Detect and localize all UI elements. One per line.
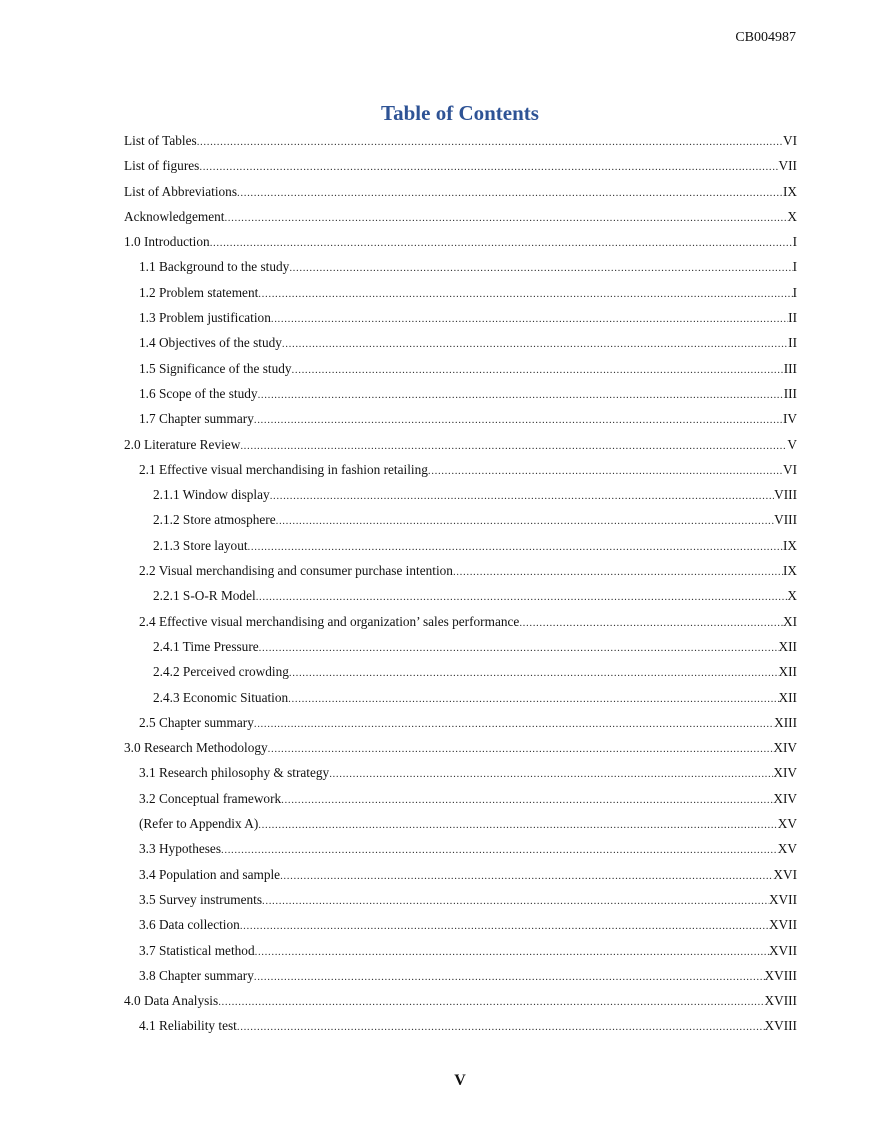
toc-entry-title: 2.5 Chapter summary bbox=[139, 714, 254, 730]
toc-entry[interactable] bbox=[124, 432, 797, 457]
toc-entry-page: IV bbox=[782, 411, 797, 427]
toc-entry[interactable] bbox=[124, 786, 797, 811]
toc-entry[interactable] bbox=[124, 558, 797, 583]
toc-entry-page: VIII bbox=[774, 487, 797, 503]
toc-entry-title: 2.2 Visual merchandising and consumer purchase intention bbox=[139, 563, 453, 579]
toc-entry[interactable] bbox=[124, 938, 797, 963]
toc-entry-page: XII bbox=[778, 638, 797, 654]
toc-entry-title: 1.5 Significance of the study bbox=[139, 360, 292, 376]
toc-entry[interactable] bbox=[124, 482, 797, 507]
dot-leader bbox=[288, 687, 778, 710]
toc-entry[interactable] bbox=[124, 330, 797, 355]
dot-leader bbox=[255, 940, 769, 963]
toc-entry-title: (Refer to Appendix A) bbox=[139, 816, 259, 832]
dot-leader bbox=[254, 965, 765, 988]
toc-entry-page: XV bbox=[777, 841, 797, 857]
toc-entry[interactable] bbox=[124, 811, 797, 836]
toc-entry-title: 3.7 Statistical method bbox=[139, 942, 255, 958]
toc-entry-title: 1.6 Scope of the study bbox=[139, 385, 258, 401]
dot-leader bbox=[221, 838, 778, 861]
toc-entry-title: 3.0 Research Methodology bbox=[124, 740, 268, 756]
dot-leader bbox=[237, 181, 783, 204]
toc-entry-title: List of Abbreviations bbox=[124, 183, 238, 199]
toc-entry-title: List of figures bbox=[124, 158, 200, 174]
toc-entry[interactable] bbox=[124, 204, 797, 229]
toc-entry-page: IX bbox=[782, 537, 797, 553]
toc-entry[interactable] bbox=[124, 1013, 797, 1038]
dot-leader bbox=[268, 737, 774, 760]
dot-leader bbox=[240, 434, 787, 457]
toc-entry[interactable] bbox=[124, 406, 797, 431]
toc-entry[interactable] bbox=[124, 457, 797, 482]
toc-entry-page: VI bbox=[782, 133, 797, 148]
toc-entry[interactable] bbox=[124, 710, 797, 735]
toc-entry-page: I bbox=[792, 259, 797, 275]
toc-entry-title: 2.1 Effective visual merchandising in fashion retailing bbox=[139, 461, 428, 477]
toc-entry-title: 2.4 Effective visual merchandising and organization’ sales performance bbox=[139, 613, 520, 629]
toc-entry-title: 1.2 Problem statement bbox=[139, 284, 259, 300]
toc-entry-page: XVII bbox=[768, 891, 797, 907]
toc-entry-page: XI bbox=[782, 613, 797, 629]
dot-leader bbox=[276, 509, 775, 532]
toc-entry[interactable] bbox=[124, 254, 797, 279]
toc-entry-title: 3.4 Population and sample bbox=[139, 866, 281, 882]
dot-leader bbox=[240, 914, 769, 937]
toc-entry[interactable] bbox=[124, 659, 797, 684]
toc-entry[interactable] bbox=[124, 963, 797, 988]
toc-entry-page: IX bbox=[782, 563, 797, 579]
dot-leader bbox=[258, 383, 784, 406]
toc-entry-title: 1.0 Introduction bbox=[124, 234, 210, 250]
toc-entry-page: XVIII bbox=[764, 993, 797, 1009]
toc-entry-title: Acknowledgement bbox=[124, 208, 225, 224]
toc-entry-title: 4.0 Data Analysis bbox=[124, 993, 219, 1009]
dot-leader bbox=[224, 206, 787, 229]
toc-entry[interactable] bbox=[124, 735, 797, 760]
dot-leader bbox=[428, 459, 783, 482]
toc-entry-page: I bbox=[792, 284, 797, 300]
dot-leader bbox=[289, 661, 779, 684]
toc-entry-title: 3.3 Hypotheses bbox=[139, 841, 221, 857]
toc-entry[interactable] bbox=[124, 280, 797, 305]
dot-leader bbox=[281, 788, 773, 811]
page-title: Table of Contents bbox=[381, 101, 539, 125]
toc-entry[interactable] bbox=[124, 229, 797, 254]
dot-leader bbox=[519, 611, 783, 634]
toc-entry-page: XVIII bbox=[764, 1018, 797, 1034]
toc-entry-page: XIV bbox=[773, 790, 797, 806]
toc-entry-page: III bbox=[783, 360, 797, 376]
toc-entry-page: VII bbox=[778, 158, 797, 174]
toc-entry-title: 3.1 Research philosophy & strategy bbox=[139, 765, 330, 781]
toc-entry[interactable] bbox=[124, 912, 797, 937]
page-number: V bbox=[454, 1072, 466, 1089]
toc-entry-title: 2.4.3 Economic Situation bbox=[153, 689, 289, 705]
toc-entry[interactable] bbox=[124, 153, 797, 178]
toc-entry-page: III bbox=[783, 385, 797, 401]
toc-entry-title: 4.1 Reliability test bbox=[139, 1018, 237, 1034]
toc-entry-title: 2.1.3 Store layout bbox=[153, 537, 248, 553]
dot-leader bbox=[270, 484, 774, 507]
toc-entry[interactable] bbox=[124, 381, 797, 406]
document-id: CB004987 bbox=[735, 30, 796, 45]
toc-entry[interactable] bbox=[124, 609, 797, 634]
toc-entry-page: XIV bbox=[773, 765, 797, 781]
dot-leader bbox=[218, 990, 764, 1013]
toc-entry[interactable] bbox=[124, 862, 797, 887]
toc-entry-page: XIII bbox=[774, 714, 797, 730]
toc-entry-page: X bbox=[787, 588, 797, 604]
toc-entry-page: VI bbox=[782, 461, 797, 477]
dot-leader bbox=[259, 636, 779, 659]
toc-entry-page: II bbox=[788, 310, 797, 326]
toc-entry-title: 2.1.1 Window display bbox=[153, 487, 270, 503]
toc-entry-page: XV bbox=[777, 816, 797, 832]
toc-entry[interactable] bbox=[124, 760, 797, 785]
toc-entry-page: XIV bbox=[773, 740, 797, 756]
dot-leader bbox=[258, 813, 778, 836]
toc-entry[interactable] bbox=[124, 128, 797, 153]
dot-leader bbox=[329, 762, 773, 785]
toc-entry[interactable] bbox=[124, 356, 797, 381]
toc-entry[interactable] bbox=[124, 634, 797, 659]
dot-leader bbox=[271, 307, 788, 330]
dot-leader bbox=[254, 712, 774, 735]
toc-entry[interactable] bbox=[124, 533, 797, 558]
toc-entry-title: 2.0 Literature Review bbox=[124, 436, 241, 452]
toc-entry-title: 2.4.2 Perceived crowding bbox=[153, 664, 289, 680]
toc-entry-page: XVI bbox=[773, 866, 797, 882]
toc-entry-page: V bbox=[787, 436, 797, 452]
dot-leader bbox=[256, 585, 788, 608]
toc-entry-page: X bbox=[787, 208, 797, 224]
toc-entry-title: 1.7 Chapter summary bbox=[139, 411, 254, 427]
toc-entry-page: II bbox=[788, 335, 797, 351]
toc-entry-page: VIII bbox=[774, 512, 797, 528]
dot-leader bbox=[210, 231, 793, 254]
toc-entry[interactable] bbox=[124, 179, 797, 204]
dot-leader bbox=[248, 535, 783, 558]
toc-entry-page: I bbox=[792, 234, 797, 250]
dot-leader bbox=[262, 889, 769, 912]
toc-entry-title: 3.2 Conceptual framework bbox=[139, 790, 282, 806]
dot-leader bbox=[292, 358, 784, 381]
toc-entry-title: 2.1.2 Store atmosphere bbox=[153, 512, 276, 528]
toc-entry[interactable] bbox=[124, 583, 797, 608]
toc-entry-page: XVIII bbox=[764, 967, 797, 983]
toc-entry-title: 3.8 Chapter summary bbox=[139, 967, 254, 983]
toc-entry-page: XVII bbox=[768, 917, 797, 933]
dot-leader bbox=[254, 408, 783, 431]
toc-entry-title: 1.1 Background to the study bbox=[139, 259, 290, 275]
toc-entry-title: List of Tables bbox=[124, 133, 197, 148]
toc-entry-page: IX bbox=[782, 183, 797, 199]
toc-entry-title: 2.2.1 S-O-R Model bbox=[153, 588, 256, 604]
dot-leader bbox=[453, 560, 783, 583]
toc-entry[interactable] bbox=[124, 305, 797, 330]
toc-entry-title: 1.3 Problem justification bbox=[139, 310, 271, 326]
dot-leader bbox=[280, 864, 773, 887]
toc-entry-title: 3.6 Data collection bbox=[139, 917, 240, 933]
dot-leader bbox=[197, 130, 783, 153]
toc-entry-page: XII bbox=[778, 664, 797, 680]
toc-entry[interactable] bbox=[124, 988, 797, 1013]
dot-leader bbox=[282, 332, 788, 355]
toc-entry[interactable] bbox=[124, 507, 797, 532]
toc-entry-title: 3.5 Survey instruments bbox=[139, 891, 262, 907]
toc-entry[interactable] bbox=[124, 887, 797, 912]
toc-entry-title: 2.4.1 Time Pressure bbox=[153, 638, 259, 654]
dot-leader bbox=[289, 256, 792, 279]
toc-list bbox=[124, 128, 797, 1039]
toc-entry[interactable] bbox=[124, 685, 797, 710]
dot-leader bbox=[258, 282, 792, 305]
dot-leader bbox=[199, 155, 778, 178]
dot-leader bbox=[237, 1015, 765, 1038]
toc-entry-page: XVII bbox=[768, 942, 797, 958]
toc-entry-page: XII bbox=[778, 689, 797, 705]
toc-entry[interactable] bbox=[124, 836, 797, 861]
toc-entry-title: 1.4 Objectives of the study bbox=[139, 335, 282, 351]
